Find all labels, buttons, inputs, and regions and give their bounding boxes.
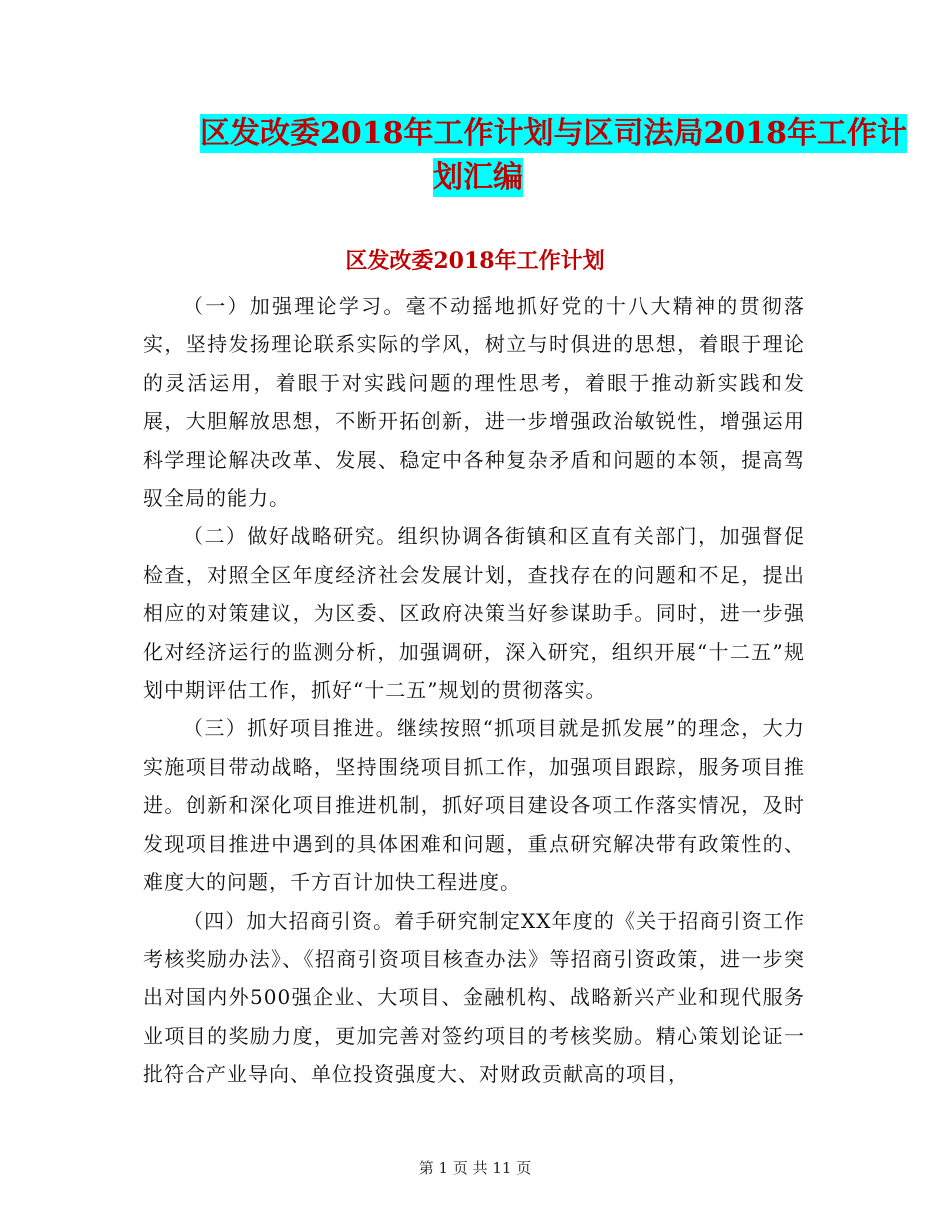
document-title-line-2 [433,156,523,200]
paragraph-4: （四）加大招商引资。着手研究制定XX年度的《关于招商引资工作考核奖励办法》、《招商引资项目核查办法》等招商引资政策，进一步突出对国内外500强企业、大项目、金融机构、战略新兴产业和现代服务业项目的奖励力度，更加完善对签约项目的考核奖励。精心策划论证一批符合产业导向、单位投资强度大、对财政贡献高的项目， [143,908,805,1087]
paragraph-1: （一）加强理论学习。毫不动摇地抓好党的十八大精神的贯彻落实，坚持发扬理论联系实际的学风，树立与时俱进的思想，着眼于理论的灵活运用，着眼于对实践问题的理性思考，着眼于推动新实践和发展，大胆解放思想，不断开拓创新，进一步增强政治敏锐性，增强运用科学理论解决改革、发展、稳定中各种复杂矛盾和问题的本领，提高驾驭全局的能力。 [143,294,805,511]
paragraph-3: （三）抓好项目推进。继续按照“抓项目就是抓发展”的理念，大力实施项目带动战略，坚持围绕项目抓工作，加强项目跟踪，服务项目推进。创新和深化项目推进机制，抓好项目建设各项工作落实情况，及时发现项目推进中遇到的具体困难和问题，重点研究解决带有政策性的、难度大的问题，千方百计加快工程进度。 [143,716,805,895]
document-body [143,287,805,1094]
section-title: 区发改委2018年工作计划 [345,248,605,274]
document-title-line-1 [200,112,907,156]
title-highlight: 划汇编 [433,160,523,195]
title-highlight: 区发改委2018年工作计划与区司法局2018年工作计 [200,116,907,151]
page-footer: 第 1 页 共 11 页 [418,1159,532,1177]
paragraph-2: （二）做好战略研究。组织协调各街镇和区直有关部门，加强督促检查，对照全区年度经济社会发展计划，查找存在的问题和不足，提出相应的对策建议，为区委、区政府决策当好参谋助手。同时，进一步强化对经济运行的监测分析，加强调研，深入研究，组织开展“十二五”规划中期评估工作，抓好“十二五”规划的贯彻落实。 [143,524,805,703]
